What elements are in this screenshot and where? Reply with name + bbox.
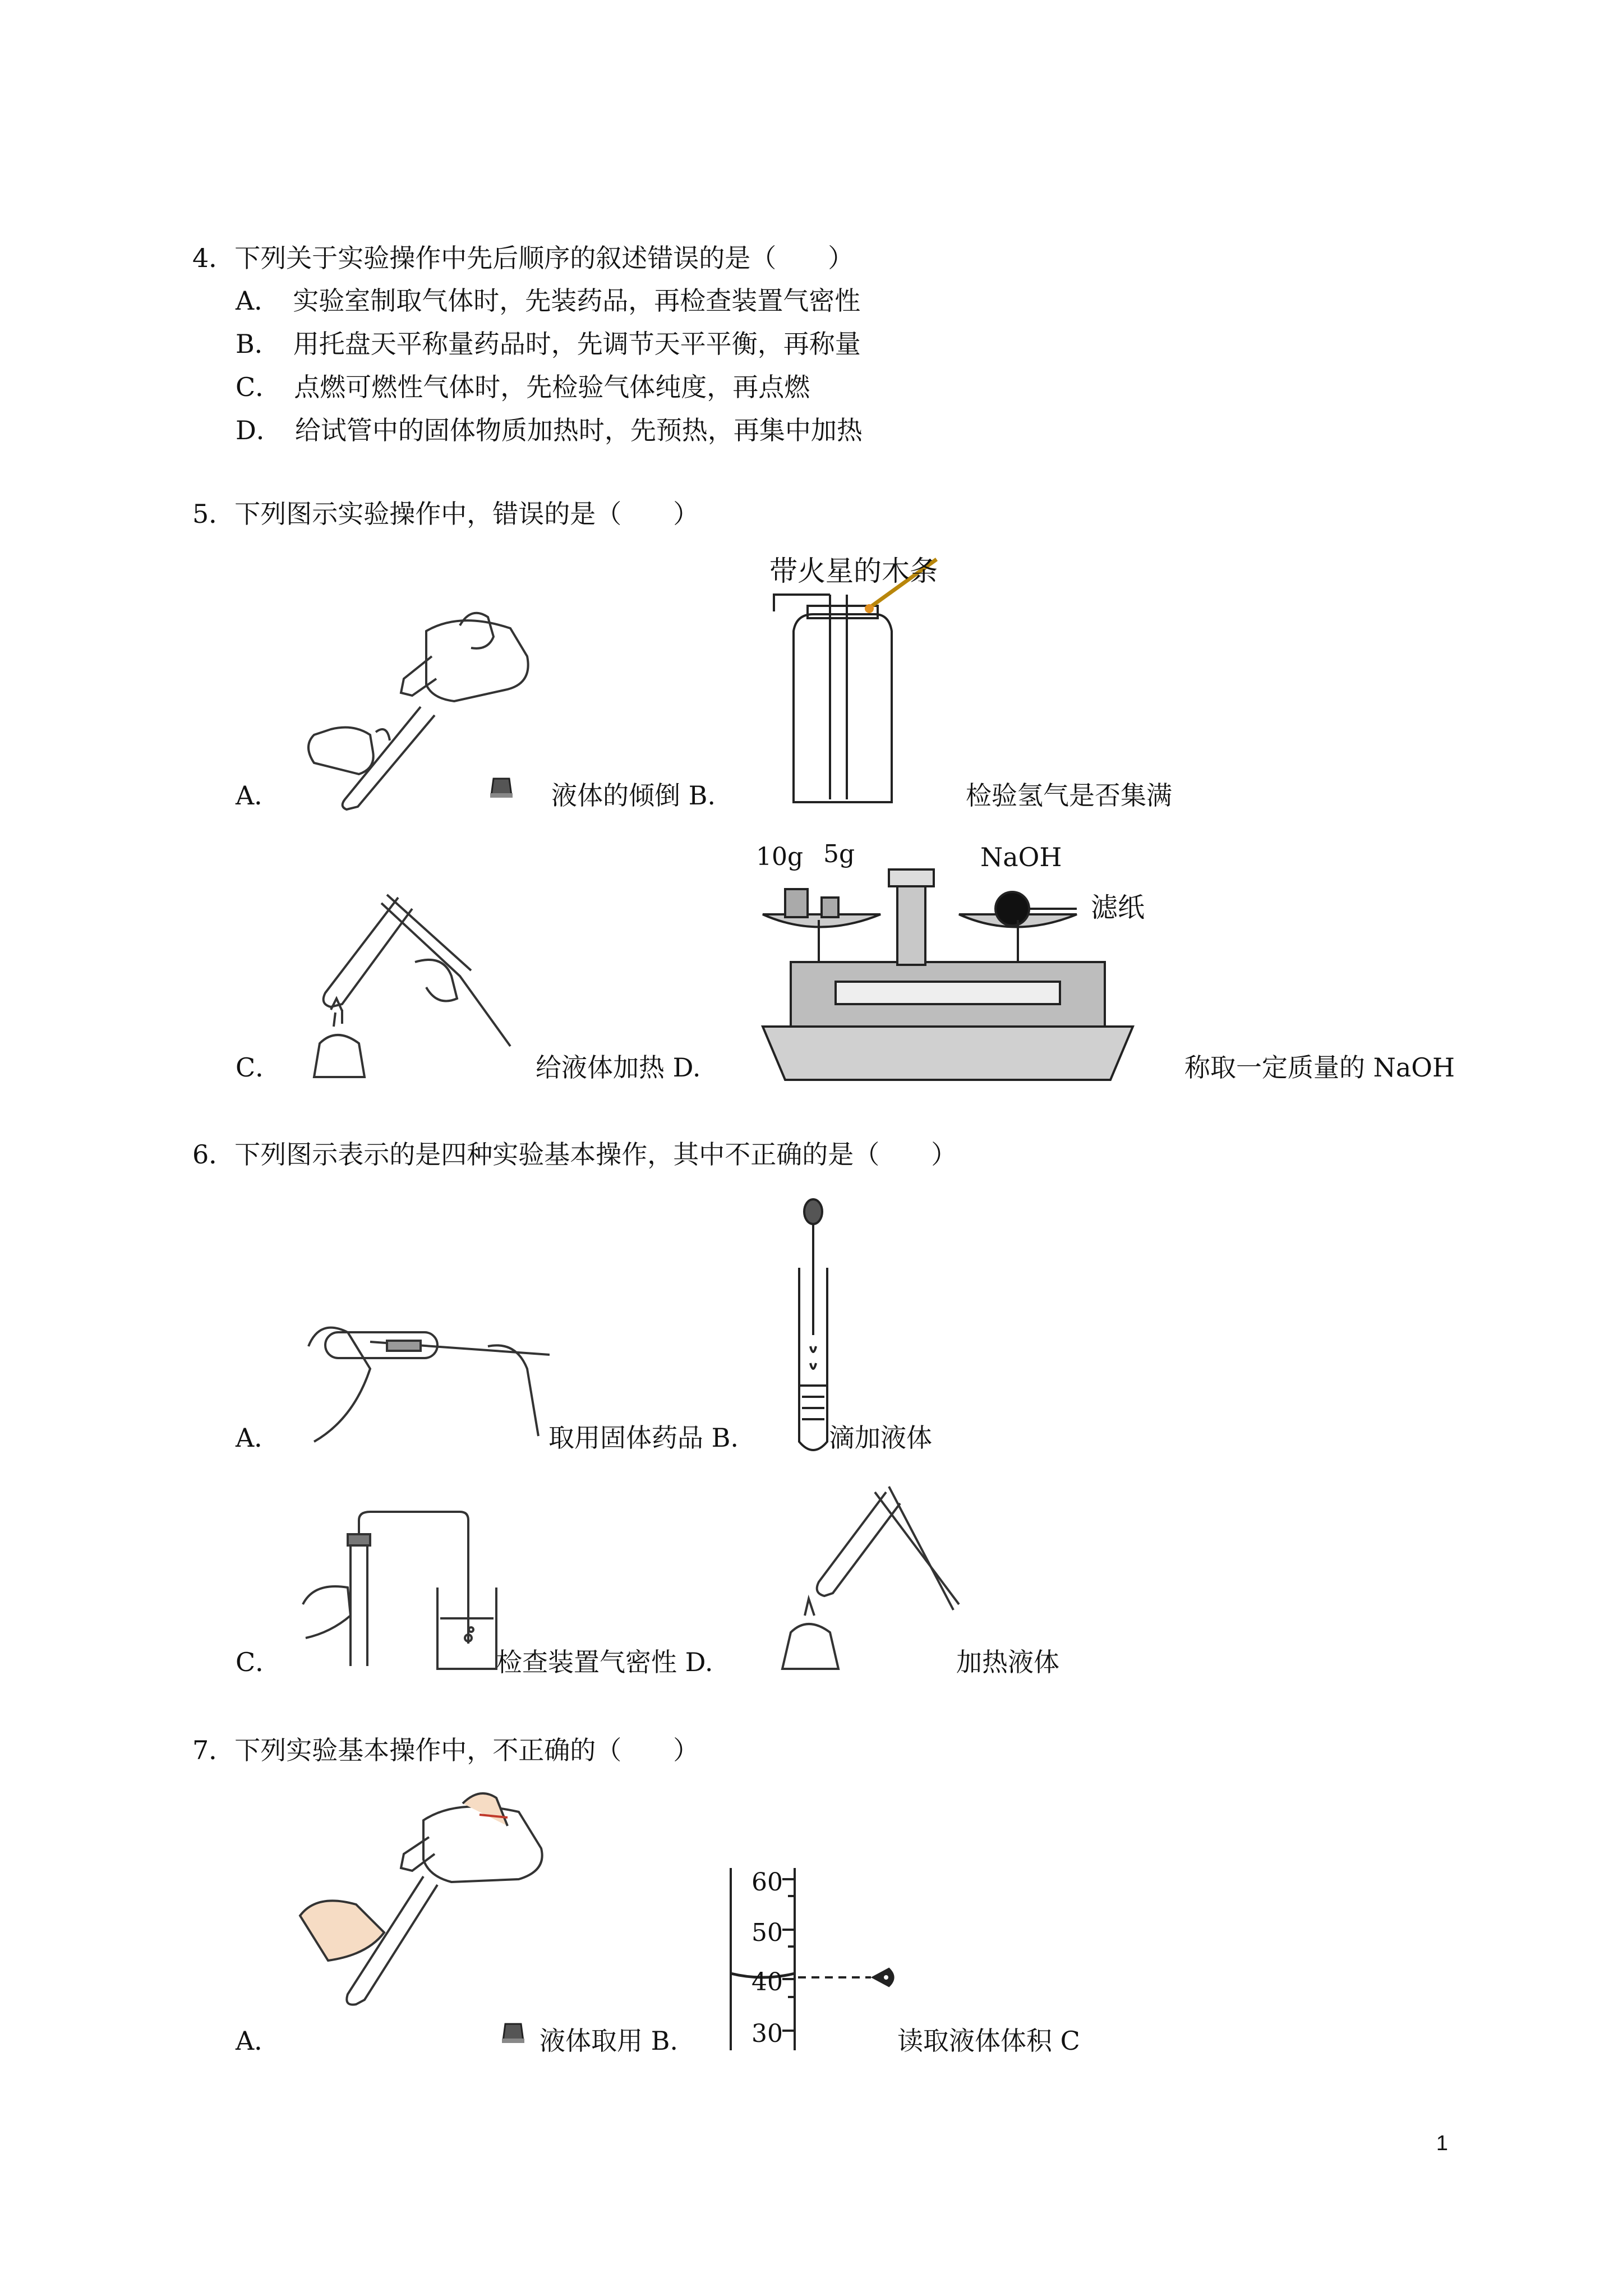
- q5-d-weight-10g: 10g: [756, 843, 804, 871]
- q6-b-caption: 滴加液体: [829, 1423, 932, 1453]
- q4-option-d: D． 给试管中的固体物质加热时，先预热，再集中加热: [236, 415, 863, 445]
- q6-d-caption: 加热液体: [956, 1647, 1059, 1677]
- q6-c-caption: 检查装置气密性 D.: [496, 1647, 713, 1677]
- page-number: 1: [1436, 2132, 1448, 2155]
- q6-stem: 6．下列图示表示的是四种实验基本操作，其中不正确的是（ ）: [192, 1139, 957, 1170]
- q7-a-liquid-pouring-figure: [294, 1787, 552, 2011]
- q7-b-tick-50: 50: [751, 1918, 783, 1947]
- q7-b-caption: 读取液体体积 C: [897, 2026, 1080, 2056]
- q4-stem: 4．下列关于实验操作中先后顺序的叙述错误的是（ ）: [192, 243, 854, 273]
- q5-d-balance-figure: [751, 841, 1144, 1088]
- q6-d-heating-liquid-figure: [774, 1481, 965, 1672]
- q5-b-gas-bottle-figure: [768, 553, 970, 805]
- q5-d-naoh-label: NaOH: [980, 842, 1062, 872]
- q7-a-caption: 液体取用 B.: [540, 2026, 679, 2056]
- q6-a-solid-reagent-figure: [303, 1307, 550, 1458]
- q5-b-splint-label: 带火星的木条: [769, 555, 938, 587]
- q7-b-tick-60: 60: [751, 1868, 783, 1897]
- q5-c-heating-figure: [303, 886, 516, 1088]
- stopper-icon: [497, 2018, 529, 2044]
- q7-a-letter: A．: [236, 2026, 280, 2056]
- q7-b-tick-40: 40: [751, 1968, 783, 1996]
- q7-b-tick-30: 30: [751, 2019, 783, 2048]
- q6-a-caption: 取用固体药品 B.: [548, 1423, 739, 1453]
- q5-c-caption: 给液体加热 D.: [536, 1052, 701, 1083]
- q5-b-caption: 检验氢气是否集满: [966, 780, 1172, 811]
- q4-option-c: C． 点燃可燃性气体时，先检验气体纯度，再点燃: [236, 372, 810, 402]
- q4-option-b: B． 用托盘天平称量药品时，先调节天平平衡，再称量: [236, 329, 861, 359]
- q4-option-a: A． 实验室制取气体时，先装药品，再检查装置气密性: [236, 286, 861, 316]
- stopper-icon: [486, 773, 517, 799]
- q5-d-caption: 称取一定质量的 NaOH: [1184, 1052, 1455, 1083]
- q7-stem: 7．下列实验基本操作中，不正确的（ ）: [192, 1735, 699, 1765]
- q5-d-filter-paper-label: 滤纸: [1091, 892, 1145, 923]
- q5-a-caption: 液体的倾倒 B.: [551, 780, 716, 811]
- q6-b-dropper-figure: [788, 1195, 838, 1458]
- q5-a-letter: A．: [236, 780, 280, 811]
- q6-c-letter: C．: [236, 1647, 282, 1677]
- q6-c-airtightness-figure: [297, 1503, 499, 1672]
- q5-d-weight-5g: 5g: [823, 840, 855, 868]
- q5-c-letter: C．: [236, 1052, 282, 1083]
- q5-stem: 5．下列图示实验操作中，错误的是（ ）: [192, 499, 699, 529]
- q6-a-letter: A．: [236, 1423, 280, 1453]
